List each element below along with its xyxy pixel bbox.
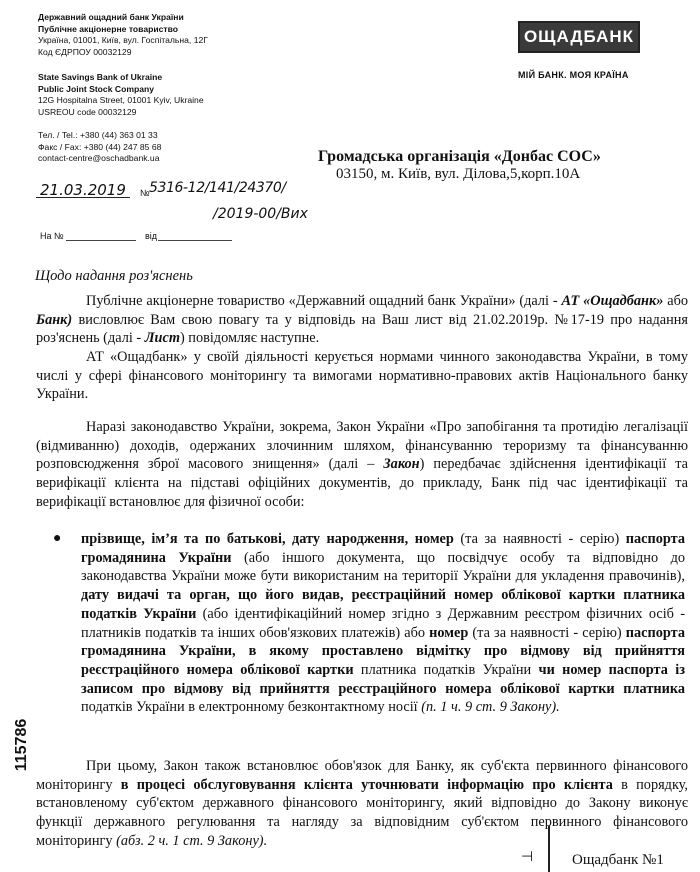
sender-block-en: [38, 72, 298, 118]
reference-number-line: [66, 240, 136, 241]
bullet-icon: ●: [53, 531, 62, 546]
phone-number: Тел. / Tel.: +380 (44) 363 01 33: [38, 130, 158, 140]
text-span: Банк): [36, 311, 73, 328]
text-span: (та за наявності - серію): [453, 531, 626, 547]
outgoing-date: 21.03.2019: [40, 181, 126, 199]
text-span: номер: [429, 624, 469, 641]
reference-date-line: [158, 240, 232, 241]
text-span: або: [663, 293, 689, 309]
recipient-address: 03150, м. Київ, вул. Ділова,5,корп.10А: [336, 166, 581, 182]
paragraph-law: [36, 418, 688, 512]
text-span: Лист: [144, 330, 180, 347]
paragraph-intro: [36, 292, 688, 348]
paragraph-legislation: [36, 348, 688, 404]
bank-stamp: [548, 826, 690, 872]
scan-mark-icon: ⊣: [521, 850, 534, 865]
text-span: Публічне акціонерне товариство «Державний ощадний банк України» (далі -: [86, 293, 562, 309]
text-span: податків України в електронному безконтактному носії: [81, 699, 422, 716]
sender-type-en: Public Joint Stock Company: [38, 83, 155, 94]
reference-number-label: На №: [40, 231, 64, 241]
text-span: дату видачі та орган, що його видав, реєстраційний номер облікової картки платника податків України: [81, 587, 685, 622]
sender-type-ua: Публічне акціонерне товариство: [38, 23, 179, 34]
outgoing-number: 5316-12/141/24370/: [149, 180, 286, 196]
text-span: (п. 1 ч. 9 ст. 9 Закону).: [421, 699, 560, 716]
sender-name-en: State Savings Bank of Ukraine: [38, 72, 163, 82]
sender-address-en: 12G Hospitalna Street, 01001 Kyiv, Ukraine: [38, 95, 204, 105]
text-span: При цьому, Закон також встановлює обов'язок для Банку, як суб'єкта первинного фінансового моніторингу: [36, 758, 688, 793]
text-span: паспорта громадянина України: [81, 531, 686, 566]
contact-email: contact-centre@oschadbank.ua: [38, 153, 160, 163]
text-span: АТ «Ощадбанк»: [561, 293, 664, 309]
text-span: (та за наявності - серію): [468, 624, 626, 641]
text-span: паспорта громадянина України, в якому проставлено відмітку про відмову від прийняття реєстраційного номера облікової картки: [81, 624, 686, 678]
bank-logo: ОЩАДБАНК: [518, 21, 640, 53]
text-span: прізвище, ім’я та по батькові, дату народження, номер: [81, 531, 454, 547]
text-span: (абз. 2 ч. 1 ст. 9 Закону).: [116, 832, 268, 849]
text-span: висловлює Вам свою повагу та у відповідь на Ваш лист від 21.02.2019р. №17-19 про надання роз'яснень (далі -: [36, 311, 688, 347]
text-span: ) повідомляє наступне.: [179, 330, 320, 347]
sender-code-ua: Код ЄДРПОУ 00032129: [38, 46, 132, 57]
text-span: платника податків України: [353, 661, 539, 678]
recipient-name: Громадська організація «Донбас СОС»: [318, 148, 601, 165]
bank-slogan: МІЙ БАНК. МОЯ КРАЇНА: [518, 70, 629, 80]
text-span: Закон: [383, 456, 420, 473]
contact-block: [38, 130, 298, 165]
text-span: ) передбачає здійснення ідентифікації та верифікації клієнта на підставі офіційних документів, до прикладу, Банк під час ідентифікації та верифікації встановлює для фізичної особи:: [36, 456, 688, 510]
identification-list-item: [53, 530, 685, 717]
text-span: (або іншого документа, що посвідчує особу та відповідно до законодавства України може бути використаним на території України для укладення правочинів),: [81, 549, 685, 585]
paragraph-text: АТ «Ощадбанк» у своїй діяльності керується нормами чинного законодавства України, в тому числі у сфері фінансового моніторингу та вимогами нормативно-правових актів Національного банку України.: [36, 349, 688, 403]
registration-number: 115786: [13, 718, 30, 772]
sender-code-en: USREOU code 00032129: [38, 106, 137, 117]
outgoing-number-continued: /2019-00/Вих: [213, 206, 308, 222]
stamp-text: Ощадбанк №1: [572, 852, 664, 868]
sender-name-ua: Державний ощадний банк України: [38, 12, 184, 22]
letter-subject: Щодо надання роз'яснень: [35, 268, 193, 284]
fax-number: Факс / Fax: +380 (44) 247 85 68: [38, 141, 162, 152]
text-span: в порядку, встановленому суб'єктом державного фінансового моніторингу, який відповідно до Закону виконує функції державного регулювання та нагляду за відповідним суб'єктом первинного фінансового моніторингу: [36, 776, 688, 849]
sender-address-ua: Україна, 01001, Київ, вул. Госпітальна, 12Г: [38, 35, 208, 45]
text-span: чи номер паспорта із записом про відмову від прийняття реєстраційного номера облікової картки платника: [81, 661, 685, 697]
text-span: Наразі законодавство України, зокрема, Закон України «Про запобігання та протидію легалізації (відмиванню) доходів, одержаних злочинним шляхом, фінансуванню тероризму та фінансуванню розповсюдження зброї масового знищення» (далі –: [36, 419, 688, 473]
text-span: в процесі обслуговування клієнта уточнювати інформацію про клієнта: [120, 776, 613, 793]
sender-block-ua: [38, 12, 298, 58]
reference-date-label: від: [145, 231, 158, 241]
outgoing-number-label: №: [140, 188, 150, 198]
text-span: (або ідентифікаційний номер згідно з Державним реєстром фізичних осіб - платників податків та інших обов'язкових платежів) або: [81, 605, 685, 641]
